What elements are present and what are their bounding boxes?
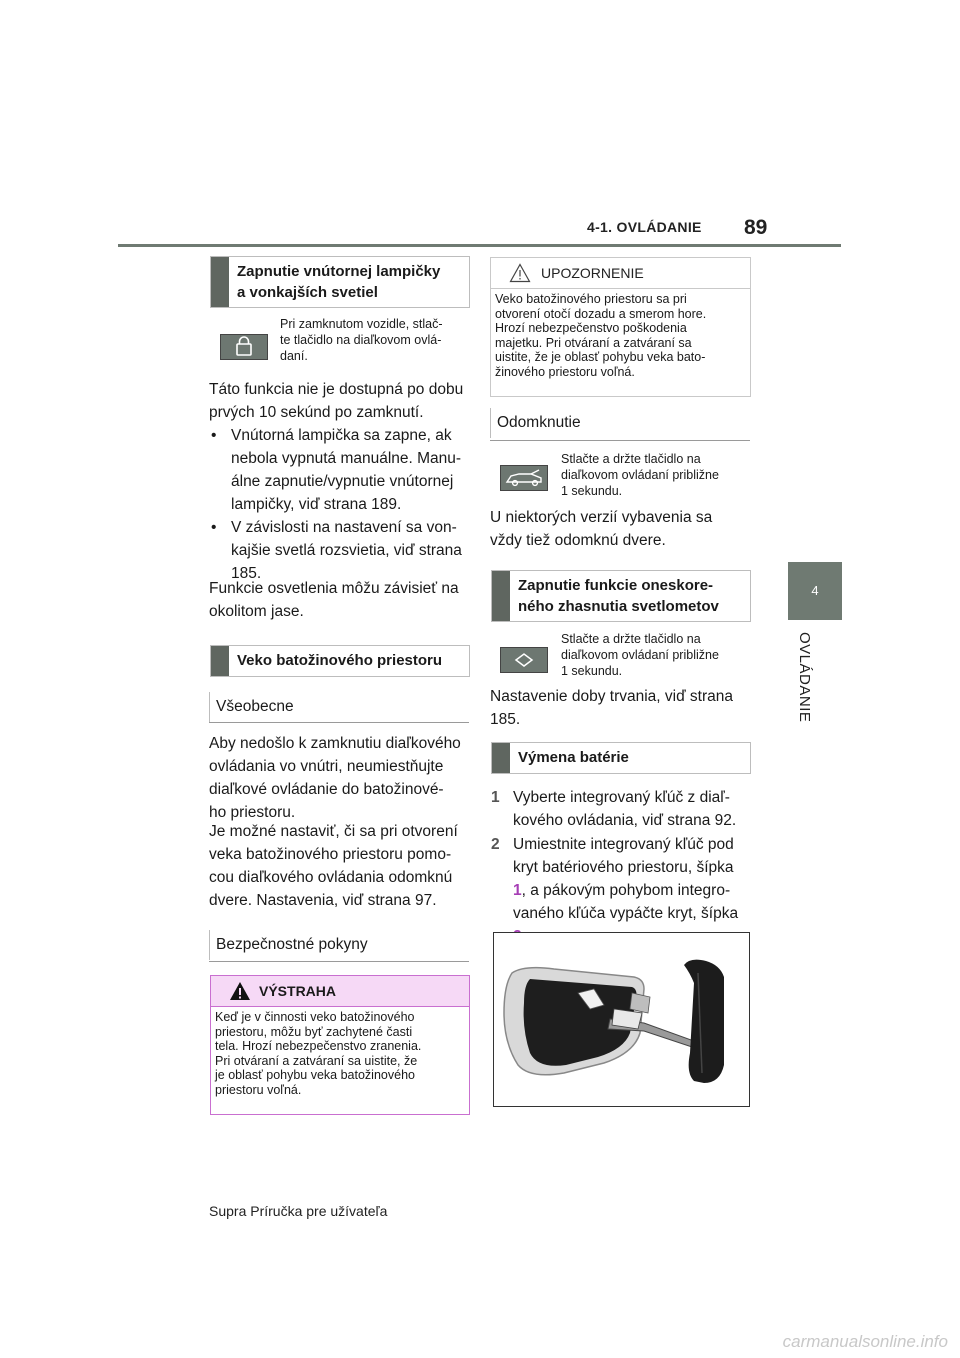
paragraph: Je možné nastaviť, či sa pri otvorení veka batožinového priestoru pomo- cou diaľkového ovládania odomknú dvere. Nastavenia, viď strana 97. (209, 823, 458, 909)
headlight-instruction: Stlačte a držte tlačidlo na diaľkovom ovládaní približne 1 sekundu. (561, 632, 719, 678)
heading-follow-me-home (491, 570, 751, 622)
subheading-rule (209, 961, 469, 962)
arrow-ref-1: 1 (513, 882, 522, 899)
warning-label: VÝSTRAHA (259, 983, 337, 999)
heading-line: ného zhasnutia svetlometov (518, 598, 719, 615)
page-number: 89 (744, 216, 768, 239)
trunk-button-icon (500, 465, 548, 491)
subheading-general: Všeobecne (209, 692, 294, 722)
paragraph: Aby nedošlo k zamknutiu diaľkového ovládania vo vnútri, neumiestňujte diaľkové ovládanie do batožinové- ho priestoru. (209, 735, 461, 821)
step-number: 2 (491, 836, 500, 853)
step-text: Umiestnite integrovaný kľúč pod kryt batériového priestoru, šípka 1, a pákovým pohybom integro- vaného kľúča vypáčte kryt, šípka (513, 833, 753, 948)
paragraph: Táto funkcia nie je dostupná po dobu prvých 10 sekúnd po zamknutí. (209, 381, 464, 421)
heading-bar (492, 743, 510, 773)
step-item (491, 833, 753, 925)
key-battery-illustration (493, 932, 750, 1107)
chapter-tab[interactable]: 4 (788, 562, 842, 620)
subheading-rule (209, 722, 469, 723)
list-item-text: V závislosti na nastavení sa von- kajšie svetlá rozsvietia, viď strana 185. (231, 519, 462, 582)
subheading-safety: Bezpečnostné pokyny (209, 930, 368, 960)
heading-text (518, 575, 744, 617)
heading-line: a vonkajších svetiel (237, 284, 378, 301)
headlight-button-icon (500, 647, 548, 673)
section-title: 4-1. OVLÁDANIE (587, 219, 702, 235)
subheading-unlock: Odomknutie (490, 408, 581, 438)
remote-key-image (494, 933, 749, 1106)
watermark: carmanualsonline.info (782, 1332, 948, 1351)
heading-line: Zapnutie funkcie oneskore- (518, 577, 714, 594)
footer-text: Supra Príručka pre užívateľa (209, 1203, 388, 1219)
step-text: Vyberte integrovaný kľúč z diaľ- kového ovládania, viď strana 92. (513, 789, 737, 829)
step-number: 1 (491, 789, 500, 806)
list-item (211, 424, 469, 516)
caution-label: UPOZORNENIE (541, 265, 644, 281)
caution-header (491, 258, 750, 289)
bullet-dot: • (211, 427, 217, 444)
bullet-dot: • (211, 519, 217, 536)
warning-text: Keď je v činnosti veko batožinového priestoru, môžu byť zachytené časti tela. Hrozí nebezpečenstvo zranenia. Pri otváraní a zatváraní sa uistite, že je oblasť pohybu veka batožinového priestoru voľná. (215, 1010, 422, 1097)
header-rule (118, 244, 841, 247)
warning-triangle-icon (229, 981, 251, 1001)
step-item (491, 786, 753, 832)
heading-battery-replacement (491, 742, 751, 774)
lock-instruction: Pri zamknutom vozidle, stlač- te tlačidlo na diaľkovom ovlá- daní. (280, 317, 443, 363)
heading-line: Zapnutie vnútornej lampičky (237, 263, 441, 280)
warning-header (211, 976, 469, 1007)
heading-bar (211, 646, 229, 676)
paragraph: U niektorých verzií vybavenia sa vždy tiež odomknú dvere. (490, 509, 713, 549)
trunk-instruction: Stlačte a držte tlačidlo na diaľkovom ovládaní približne 1 sekundu. (561, 452, 719, 498)
heading-interior-light (210, 256, 470, 308)
lock-button-icon (220, 334, 268, 360)
paragraph: Funkcie osvetlenia môžu závisieť na okolitom jase. (209, 580, 459, 620)
caution-box (490, 257, 751, 397)
heading-bar (211, 257, 229, 307)
caution-triangle-icon (509, 263, 531, 283)
list-item (211, 516, 469, 585)
warning-box (210, 975, 470, 1115)
heading-bar (492, 571, 510, 621)
heading-text: Výmena batérie (518, 749, 629, 766)
caution-text: Veko batožinového priestoru sa pri otvorení otočí dozadu a smerom hore. Hrozí nebezpečenstvo poškodenia majetku. Pri otváraní a zatváraní sa uistite, že je oblasť pohybu veka bato- žinového priestoru voľná. (495, 292, 707, 379)
paragraph: Nastavenie doby trvania, viď strana 185. (490, 688, 734, 728)
heading-trunk-lid (210, 645, 470, 677)
subheading-rule (490, 440, 750, 441)
heading-text: Veko batožinového priestoru (237, 652, 443, 669)
heading-text (237, 261, 463, 303)
list-item-text: Vnútorná lampička sa zapne, ak nebola vypnutá manuálne. Manu- álne zapnutie/vypnutie vnútornej lampičky, viď strana 189. (231, 427, 462, 513)
chapter-label: OVLÁDANIE (796, 632, 813, 723)
